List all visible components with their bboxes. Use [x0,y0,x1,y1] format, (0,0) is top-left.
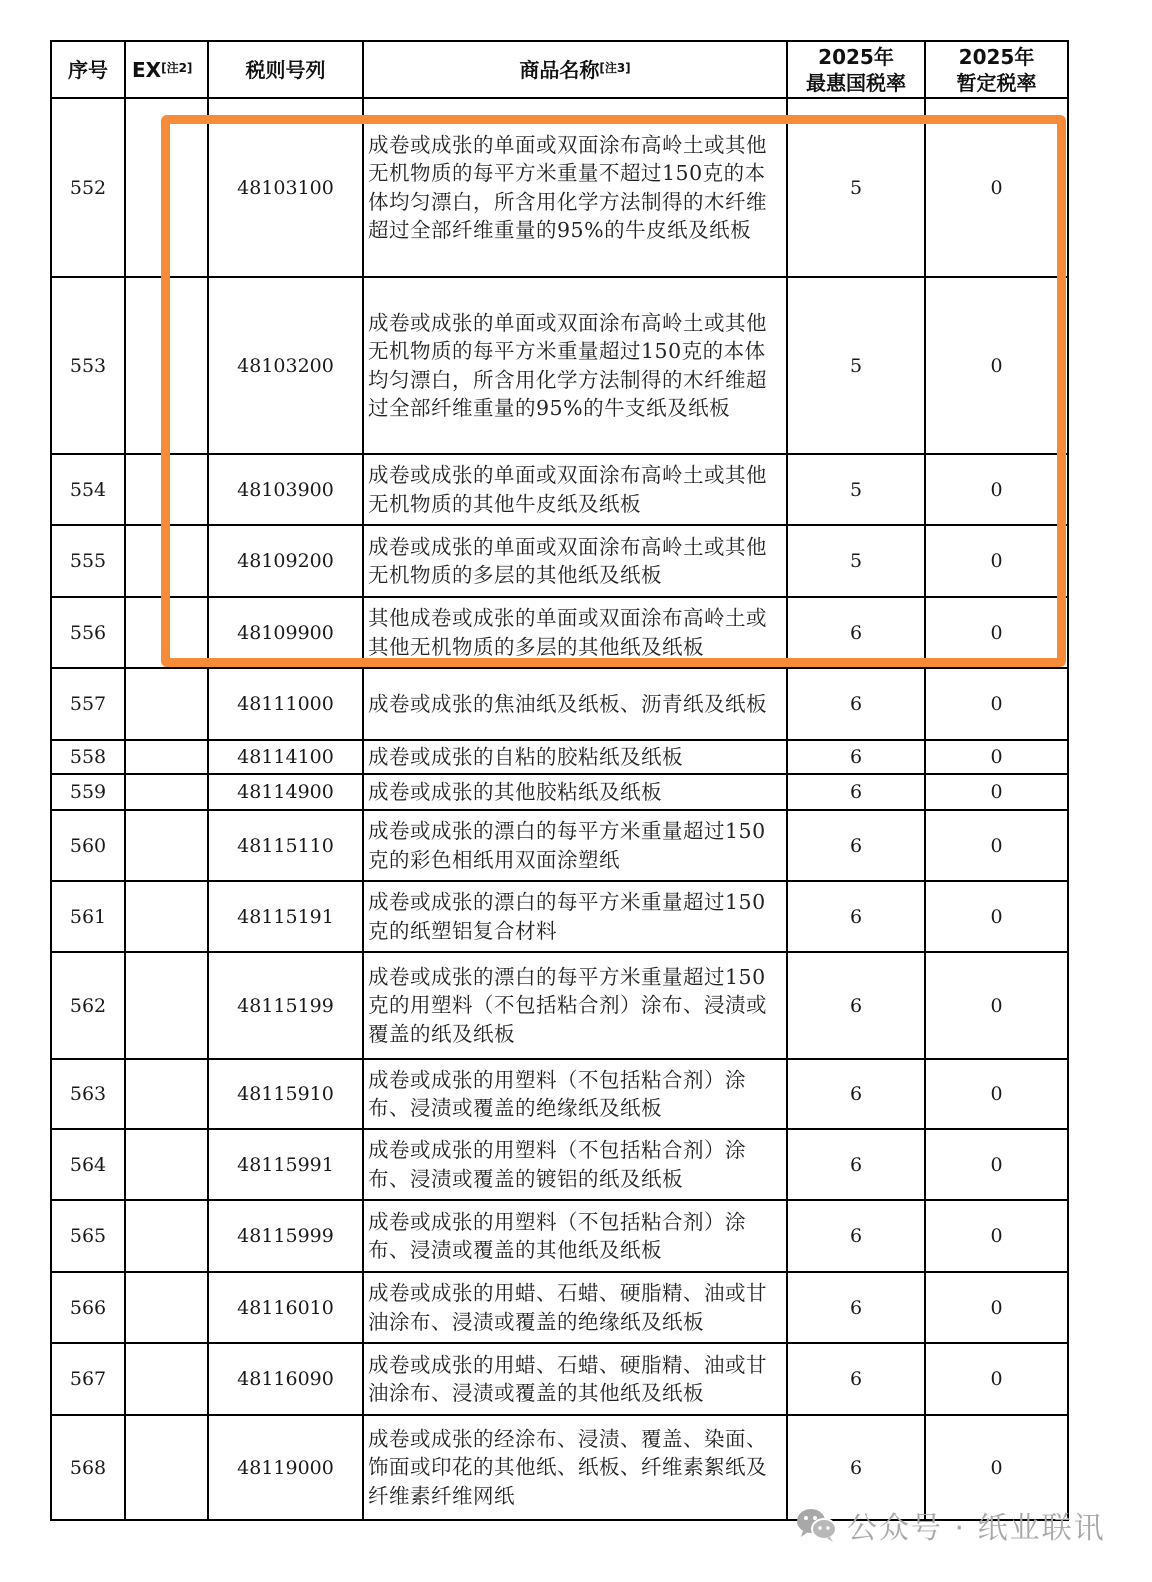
table-row [51,597,1068,668]
product-name-cell: 成卷或成张的自粘的胶粘纸及纸板 [363,740,787,774]
header-seq: 序号 [51,41,125,98]
mfn-rate-cell: 5 [787,525,925,597]
provisional-rate-cell: 0 [925,1200,1068,1272]
table-row [51,810,1068,881]
provisional-rate-cell: 0 [925,740,1068,774]
product-name-cell: 成卷或成张的焦油纸及纸板、沥青纸及纸板 [363,668,787,740]
tariff-code-cell: 48103100 [208,98,363,277]
seq-cell: 559 [51,774,125,810]
seq-cell: 553 [51,277,125,454]
ex-cell [125,881,208,952]
product-name-cell: 成卷或成张的单面或双面涂布高岭土或其他无机物质的每平方米重量不超过150克的本体均匀漂白，所含用化学方法制得的木纤维超过全部纤维重量的95%的牛皮纸及纸板 [363,98,787,277]
ex-cell [125,1200,208,1272]
provisional-rate-cell: 0 [925,454,1068,525]
mfn-rate-cell: 6 [787,1343,925,1415]
ex-cell [125,810,208,881]
tariff-code-cell: 48109900 [208,597,363,668]
product-name-cell: 成卷或成张的其他胶粘纸及纸板 [363,774,787,810]
mfn-rate-cell: 6 [787,881,925,952]
seq-cell: 560 [51,810,125,881]
ex-cell [125,525,208,597]
provisional-rate-cell: 0 [925,277,1068,454]
ex-cell [125,1129,208,1200]
ex-cell [125,1415,208,1520]
table-row [51,668,1068,740]
ex-cell [125,1272,208,1343]
table-row [51,98,1068,277]
product-name-cell: 成卷或成张的漂白的每平方米重量超过150克的纸塑铝复合材料 [363,881,787,952]
table-row [51,1343,1068,1415]
header-provisional-rate: 2025年 暂定税率 [925,41,1068,98]
seq-cell: 558 [51,740,125,774]
provisional-rate-cell: 0 [925,1272,1068,1343]
ex-cell [125,668,208,740]
product-name-cell: 成卷或成张的单面或双面涂布高岭土或其他无机物质的每平方米重量超过150克的本体均匀漂白，所含用化学方法制得的木纤维超过全部纤维重量的95%的牛支纸及纸板 [363,277,787,454]
product-name-cell: 成卷或成张的单面或双面涂布高岭土或其他无机物质的多层的其他纸及纸板 [363,525,787,597]
product-name-cell: 成卷或成张的单面或双面涂布高岭土或其他无机物质的其他牛皮纸及纸板 [363,454,787,525]
ex-cell [125,1343,208,1415]
product-name-cell: 成卷或成张的漂白的每平方米重量超过150克的用塑料（不包括粘合剂）涂布、浸渍或覆盖的纸及纸板 [363,952,787,1059]
table-row [51,740,1068,774]
seq-cell: 565 [51,1200,125,1272]
provisional-rate-cell: 0 [925,1415,1068,1520]
tariff-code-cell: 48114900 [208,774,363,810]
tariff-code-cell: 48103900 [208,454,363,525]
tariff-code-cell: 48116010 [208,1272,363,1343]
seq-cell: 555 [51,525,125,597]
tariff-code-cell: 48114100 [208,740,363,774]
seq-cell: 552 [51,98,125,277]
header-ex: EX[注2] [125,41,208,98]
tariff-code-cell: 48115191 [208,881,363,952]
tariff-code-cell: 48115910 [208,1059,363,1129]
mfn-rate-cell: 6 [787,1200,925,1272]
provisional-rate-cell: 0 [925,98,1068,277]
header-name: 商品名称[注3] [363,41,787,98]
provisional-rate-cell: 0 [925,881,1068,952]
mfn-rate-cell: 6 [787,952,925,1059]
mfn-rate-cell: 6 [787,740,925,774]
mfn-rate-cell: 6 [787,1059,925,1129]
mfn-rate-cell: 5 [787,98,925,277]
header-row [51,41,1068,98]
mfn-rate-cell: 5 [787,454,925,525]
watermark-text: 公众号 · 纸业联讯 [847,1511,1106,1546]
provisional-rate-cell: 0 [925,597,1068,668]
table-row [51,1272,1068,1343]
provisional-rate-cell: 0 [925,525,1068,597]
tariff-code-cell: 48111000 [208,668,363,740]
ex-cell [125,98,208,277]
ex-cell [125,952,208,1059]
ex-cell [125,597,208,668]
table-row [51,952,1068,1059]
mfn-rate-cell: 6 [787,810,925,881]
table-row [51,277,1068,454]
seq-cell: 561 [51,881,125,952]
ex-cell [125,277,208,454]
tariff-code-cell: 48119000 [208,1415,363,1520]
wechat-icon [795,1507,839,1543]
mfn-rate-cell: 6 [787,597,925,668]
provisional-rate-cell: 0 [925,1059,1068,1129]
product-name-cell: 成卷或成张的用蜡、石蜡、硬脂精、油或甘油涂布、浸渍或覆盖的绝缘纸及纸板 [363,1272,787,1343]
provisional-rate-cell: 0 [925,1129,1068,1200]
tariff-code-cell: 48115991 [208,1129,363,1200]
table-row [51,525,1068,597]
ex-cell [125,1059,208,1129]
seq-cell: 563 [51,1059,125,1129]
product-name-cell: 成卷或成张的经涂布、浸渍、覆盖、染面、饰面或印花的其他纸、纸板、纤维素絮纸及纤维素纤维网纸 [363,1415,787,1520]
watermark [795,1503,1106,1547]
table-row [51,1200,1068,1272]
product-name-cell: 成卷或成张的用蜡、石蜡、硬脂精、油或甘油涂布、浸渍或覆盖的其他纸及纸板 [363,1343,787,1415]
product-name-cell: 成卷或成张的用塑料（不包括粘合剂）涂布、浸渍或覆盖的绝缘纸及纸板 [363,1059,787,1129]
seq-cell: 567 [51,1343,125,1415]
mfn-rate-cell: 6 [787,1272,925,1343]
mfn-rate-cell: 6 [787,1129,925,1200]
tariff-code-cell: 48115199 [208,952,363,1059]
tariff-code-cell: 48109200 [208,525,363,597]
seq-cell: 566 [51,1272,125,1343]
seq-cell: 564 [51,1129,125,1200]
tariff-code-cell: 48115999 [208,1200,363,1272]
seq-cell: 562 [51,952,125,1059]
seq-cell: 556 [51,597,125,668]
product-name-cell: 成卷或成张的漂白的每平方米重量超过150克的彩色相纸用双面涂塑纸 [363,810,787,881]
provisional-rate-cell: 0 [925,774,1068,810]
provisional-rate-cell: 0 [925,952,1068,1059]
product-name-cell: 成卷或成张的用塑料（不包括粘合剂）涂布、浸渍或覆盖的镀铝的纸及纸板 [363,1129,787,1200]
ex-cell [125,774,208,810]
provisional-rate-cell: 0 [925,810,1068,881]
seq-cell: 554 [51,454,125,525]
table-row [51,881,1068,952]
product-name-cell: 成卷或成张的用塑料（不包括粘合剂）涂布、浸渍或覆盖的其他纸及纸板 [363,1200,787,1272]
ex-cell [125,740,208,774]
table-row [51,454,1068,525]
tariff-code-cell: 48115110 [208,810,363,881]
tariff-code-cell: 48103200 [208,277,363,454]
header-ex-note: [注2] [161,60,193,75]
seq-cell: 557 [51,668,125,740]
seq-cell: 568 [51,1415,125,1520]
header-code: 税则号列 [208,41,363,98]
tariff-table [50,40,1069,1521]
mfn-rate-cell: 6 [787,774,925,810]
table-row [51,1129,1068,1200]
provisional-rate-cell: 0 [925,1343,1068,1415]
header-mfn-rate: 2025年 最惠国税率 [787,41,925,98]
mfn-rate-cell: 6 [787,1415,925,1520]
ex-cell [125,454,208,525]
mfn-rate-cell: 5 [787,277,925,454]
table-row [51,774,1068,810]
mfn-rate-cell: 6 [787,668,925,740]
provisional-rate-cell: 0 [925,668,1068,740]
tariff-code-cell: 48116090 [208,1343,363,1415]
header-name-note: [注3] [599,60,631,75]
product-name-cell: 其他成卷或成张的单面或双面涂布高岭土或其他无机物质的多层的其他纸及纸板 [363,597,787,668]
table-row [51,1059,1068,1129]
